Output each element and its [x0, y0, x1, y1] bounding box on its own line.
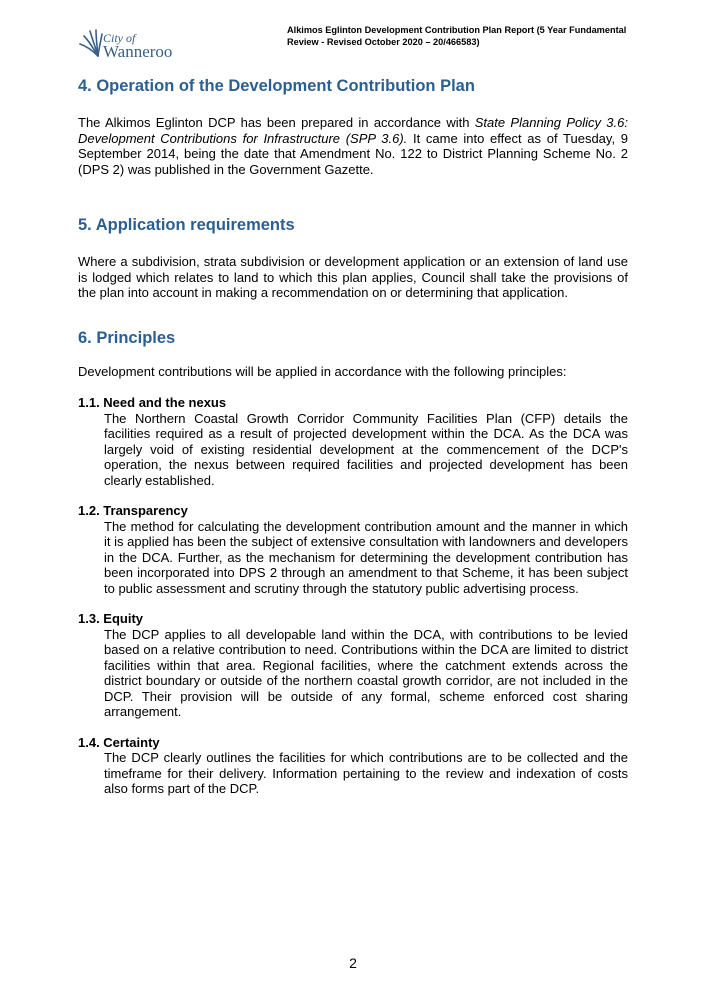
section-5-paragraph: Where a subdivision, strata subdivision or development application or an extension of land use is lodged which relates to land to which this plan applies, Council shall take the provisions of the plan into account in making a recommendation on or determining that application.: [78, 254, 628, 300]
logo-text-city-of: City of: [103, 31, 136, 45]
principle-body: The method for calculating the development contribution amount and the manner in which it is applied has been the subject of extensive consultation with landowners and developers in the DCA. Further, as the mechanism for determining the development contribution has been incorporated into DPS 2 through an amendment to that Scheme, it has been subject to public assessment and scrutiny through the statutory public advertising process.: [104, 518, 628, 596]
document-title: Alkimos Eglinton Development Contribution Plan Report (5 Year Fundamental Review - Revised October 2020 – 20/466583): [287, 25, 627, 47]
page-number: 2: [349, 955, 357, 971]
principle-need-and-nexus: [78, 395, 628, 488]
principle-title: 1.4. Certainty: [78, 734, 160, 750]
logo-fan-icon: [78, 28, 104, 58]
section-4-text-b: It came into effect as of Tuesday, 9 September 2014, being the date that Amendment No. 122 to District Planning Scheme No. 2 (DPS 2) was published in the Government Gazette.: [78, 130, 628, 177]
principle-title: 1.1. Need and the nexus: [78, 395, 227, 410]
principle-title: 1.2. Transparency: [78, 503, 188, 518]
logo-text-wanneroo: Wanneroo: [103, 42, 173, 61]
section-6-intro: Development contributions will be applied in accordance with the following principles:: [78, 363, 567, 379]
page-header: [78, 24, 638, 64]
section-4-heading: 4. Operation of the Development Contribution Plan: [78, 77, 475, 95]
section-5-heading: 5. Application requirements: [78, 216, 295, 234]
principle-title: 1.3. Equity: [78, 611, 144, 626]
principle-body: The DCP clearly outlines the facilities for which contributions are to be collected and the timeframe for their delivery. Information pertaining to the review and indexation of costs also forms part of the DCP.: [104, 750, 628, 796]
principle-body: The Northern Coastal Growth Corridor Community Facilities Plan (CFP) details the facilities required as a result of projected development within the DCA. As the DCA was largely void of existing residential development at the commencement of the DCP's operation, the nexus between required facilities and projected development has been clearly established.: [104, 410, 628, 488]
section-4-policy-title: State Planning Policy 3.6: Development Contributions for Infrastructure (SPP 3.6).: [78, 115, 628, 146]
principle-transparency: [78, 503, 628, 596]
principle-body: The DCP applies to all developable land within the DCA, with contributions to be levied based on a relative contribution to need. Contributions within the DCA are limited to district facilities within that area. Regional facilities, where the catchment extends across the district boundary or outside of the northern coastal growth corridor, are not included in the DCP. Their provision will be outside of any formal, scheme enforced cost sharing arrangement.: [104, 626, 628, 719]
principle-certainty: [78, 735, 628, 797]
section-6-heading: 6. Principles: [78, 328, 176, 347]
city-of-wanneroo-logo: [78, 28, 188, 64]
page-content: [78, 70, 628, 797]
section-4-paragraph: [78, 115, 628, 177]
principle-equity: [78, 611, 628, 720]
section-4-text-a: The Alkimos Eglinton DCP has been prepared in accordance with: [78, 115, 475, 130]
